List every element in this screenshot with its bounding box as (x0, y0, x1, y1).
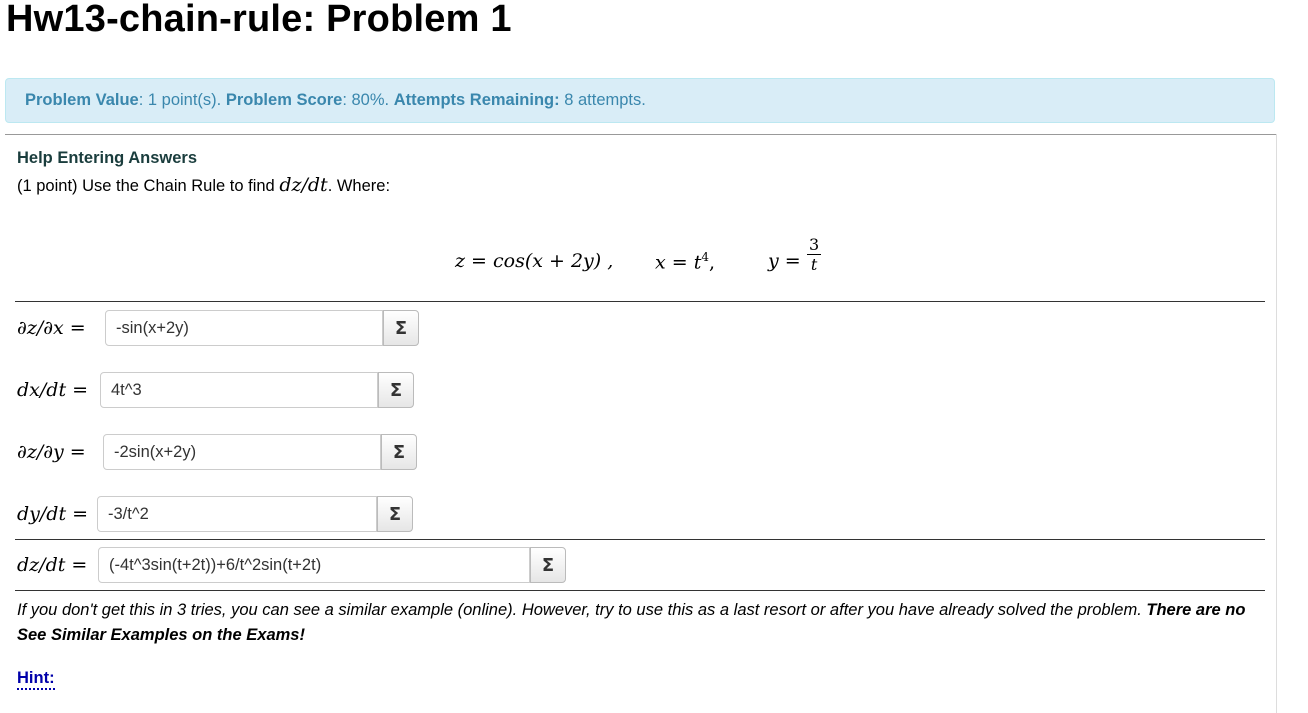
problem-intro: (1 point) Use the Chain Rule to find (17, 177, 280, 195)
equation-y-fraction: $\frac{3}{t}$ (809, 235, 820, 274)
hint-link[interactable]: Hint: (17, 668, 55, 690)
problem-status-alert (5, 78, 1275, 123)
equation-z: z = cos(x + 2y) , (455, 250, 614, 272)
page-title: Hw13-chain-rule: Problem 1 (6, 0, 512, 40)
equation-editor-button[interactable] (381, 434, 417, 470)
display-equations (455, 235, 835, 288)
attempts-remaining-text: 8 attempts. (559, 91, 646, 109)
answer-row-dz-dx (17, 310, 437, 346)
answer-input-dy-dt[interactable]: -3/t^2 (97, 496, 377, 532)
problem-score-label: Problem Score (225, 91, 343, 109)
answer-input-dz-dx[interactable]: -sin(x+2y) (105, 310, 383, 346)
problem-after: . Where: (327, 177, 391, 195)
answer-row-dy-dt (17, 496, 437, 532)
divider (15, 590, 1265, 591)
sigma-icon: Σ (389, 379, 403, 401)
answer-label: ∂z/∂y = (17, 441, 86, 463)
answer-row-dx-dt (17, 372, 437, 408)
sigma-icon: Σ (388, 503, 402, 525)
sigma-icon: Σ (394, 317, 408, 339)
answer-label: ∂z/∂x = (17, 317, 86, 339)
problem-score-text: : 80%. (342, 91, 394, 109)
problem-target-expression: dz/dt (279, 174, 328, 196)
answer-input-dz-dt[interactable]: (-4t^3sin(t+2t))+6/t^2sin(t+2t) (98, 547, 530, 583)
answer-input-dz-dy[interactable]: -2sin(x+2y) (103, 434, 381, 470)
equation-editor-button[interactable] (530, 547, 566, 583)
divider-vertical (1276, 134, 1277, 713)
sigma-icon: Σ (392, 441, 406, 463)
answer-row-dz-dt (17, 547, 577, 583)
equation-editor-button[interactable] (383, 310, 419, 346)
equation-x: $x = t^4$, (655, 250, 716, 274)
answer-label: dy/dt = (17, 503, 89, 525)
problem-statement (17, 174, 390, 196)
help-entering-answers-link[interactable]: Help Entering Answers (17, 149, 198, 167)
divider (15, 539, 1265, 540)
sigma-icon: Σ (541, 554, 555, 576)
answer-label: dz/dt = (17, 554, 88, 576)
divider (15, 301, 1265, 302)
answer-label: dx/dt = (17, 379, 88, 401)
answer-input-dx-dt[interactable]: 4t^3 (100, 372, 378, 408)
answer-row-dz-dy (17, 434, 437, 470)
problem-value-label: Problem Value (25, 91, 139, 109)
similar-example-note: If you don't get this in 3 tries, you can see a similar example (online). However, try to use this as a last resort or after you have already solved the problem. There are no See Similar Examples on the Exams! (17, 601, 1246, 644)
equation-editor-button[interactable] (378, 372, 414, 408)
divider (5, 134, 1277, 135)
attempts-remaining-label: Attempts Remaining: (393, 91, 560, 109)
equation-editor-button[interactable] (377, 496, 413, 532)
problem-value-text: : 1 point(s). (138, 91, 226, 109)
equation-y-lhs: y = (768, 250, 801, 272)
